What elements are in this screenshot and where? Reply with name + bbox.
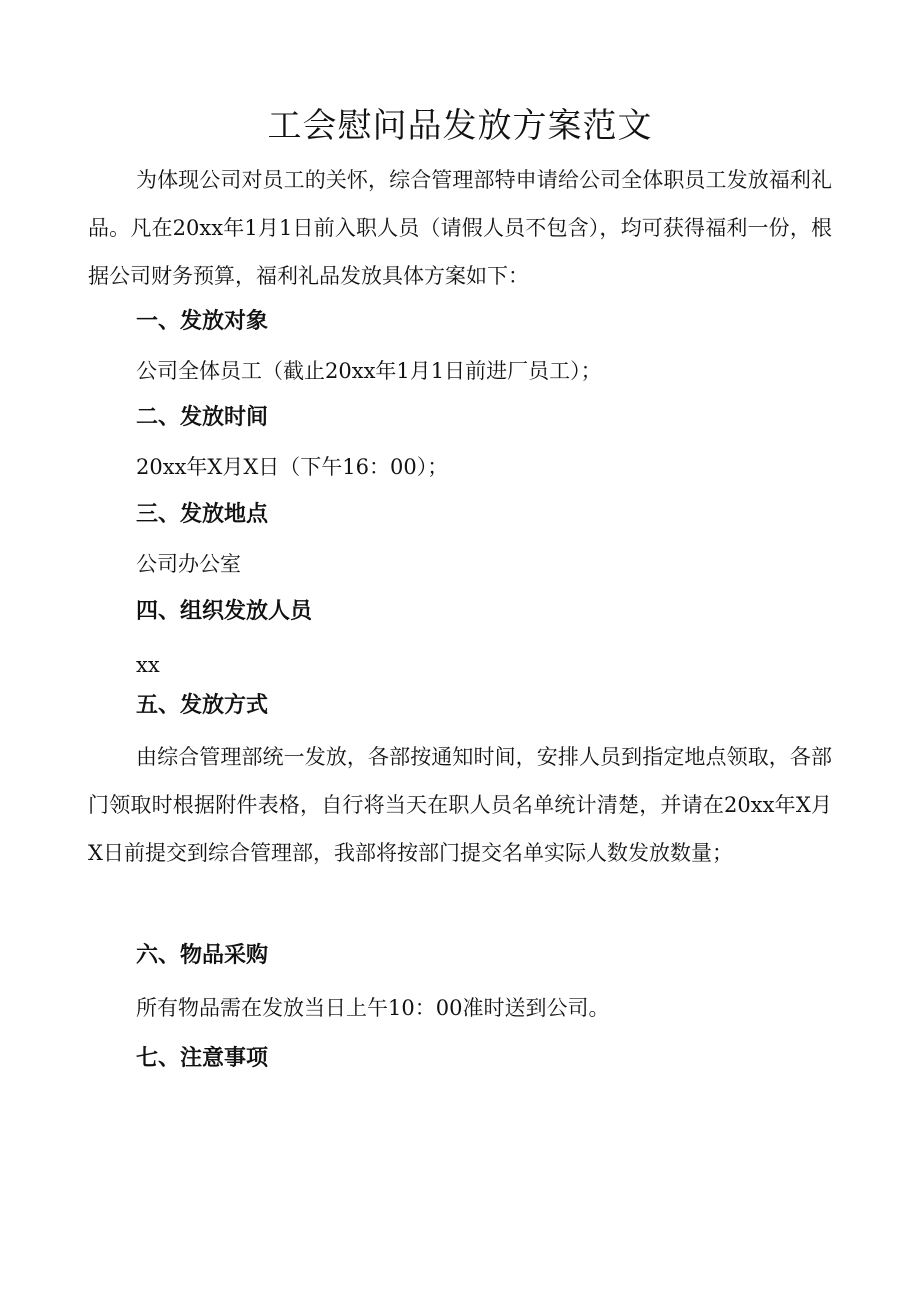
section-heading-5: 五、发放方式 — [136, 693, 269, 718]
document-title: 工会慰问品发放方案范文 — [267, 106, 653, 146]
section-heading-6: 六、物品采购 — [136, 943, 269, 968]
intro-paragraph: 为体现公司对员工的关怀，综合管理部特申请给公司全体职员工发放福利礼品。凡在20xx年1月1日前入职人员（请假人员不包含），均可获得福利一份，根据公司财务预算，福利礼品发放具体方案如下： — [88, 168, 832, 288]
section-body-2: 20xx年X月X日（下午16：00）； — [136, 455, 449, 479]
section-body-4: xx — [136, 653, 160, 677]
section-body-3: 公司办公室 — [136, 552, 241, 576]
section-heading-7: 七、注意事项 — [136, 1046, 269, 1071]
section-body-5: 由综合管理部统一发放，各部按通知时间，安排人员到指定地点领取，各部门领取时根据附件表格，自行将当天在职人员名单统计清楚，并请在20xx年X月X日前提交到综合管理部，我部将按部门提交名单实际人数发放数量； — [88, 745, 832, 865]
section-heading-2: 二、发放时间 — [136, 405, 269, 430]
section-heading-3: 三、发放地点 — [136, 502, 269, 527]
section-body-1: 公司全体员工（截止20xx年1月1日前进厂员工）； — [136, 359, 602, 383]
section-body-6: 所有物品需在发放当日上午10：00准时送到公司。 — [136, 996, 610, 1020]
section-heading-4: 四、组织发放人员 — [136, 599, 313, 624]
section-heading-1: 一、发放对象 — [136, 309, 269, 334]
